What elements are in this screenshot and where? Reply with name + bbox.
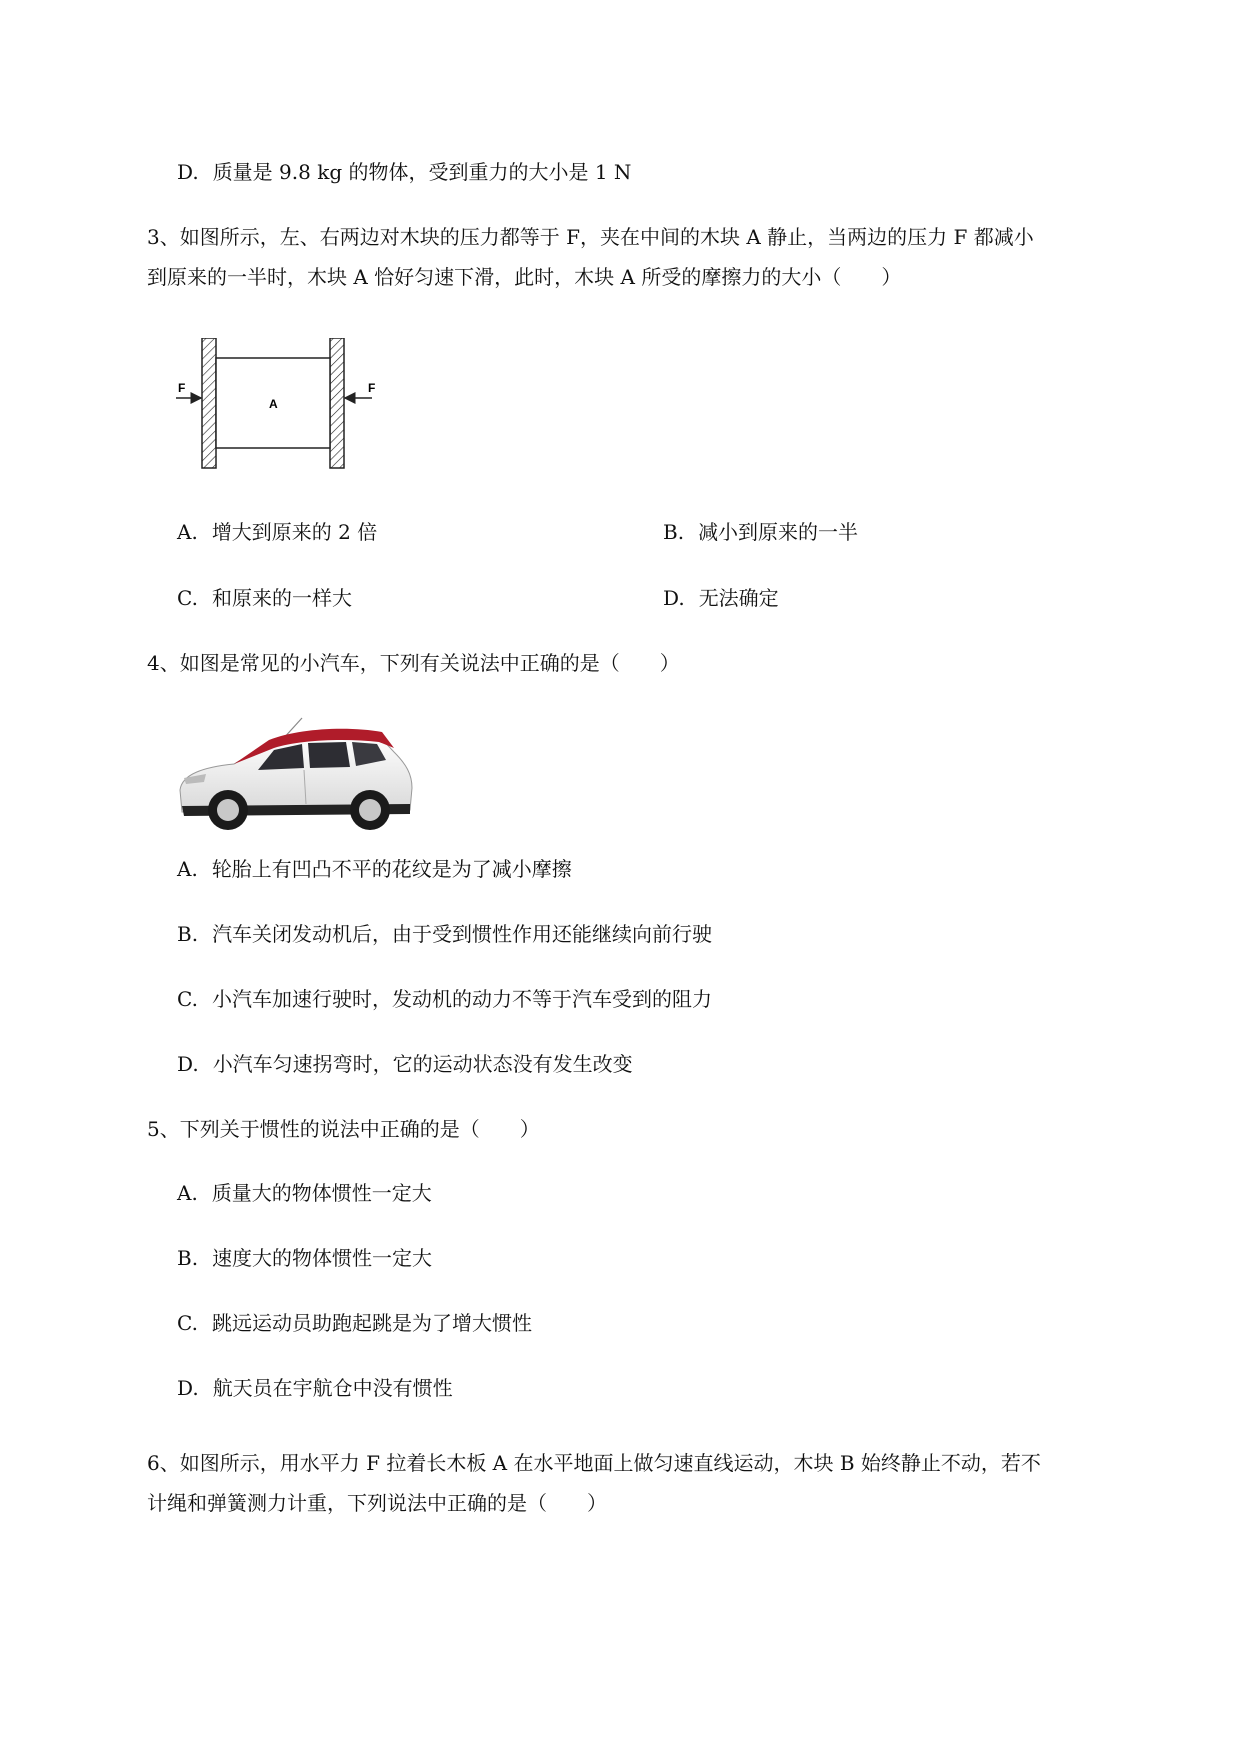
option-text: 小汽车匀速拐弯时，它的运动状态没有发生改变 <box>212 1052 633 1076</box>
option-label: A. <box>177 857 198 881</box>
q3-option-b <box>663 518 858 546</box>
rear-window <box>308 742 350 768</box>
q4-option-b <box>177 920 712 948</box>
rear-rim <box>359 799 381 821</box>
option-label: D. <box>177 160 199 184</box>
q5-stem: 5、下列关于惯性的说法中正确的是（ ） <box>147 1117 540 1141</box>
option-text: 轮胎上有凹凸不平的花纹是为了减小摩擦 <box>211 857 572 881</box>
option-label: C. <box>177 987 198 1011</box>
option-text: 增大到原来的 2 倍 <box>211 520 378 544</box>
option-text: 和原来的一样大 <box>211 586 352 610</box>
option-label: D. <box>177 1052 199 1076</box>
q3-stem-line2: 到原来的一半时，木块 A 恰好匀速下滑，此时，木块 A 所受的摩擦力的大小（ ） <box>147 265 902 289</box>
option-label: C. <box>177 1311 198 1335</box>
option-label: A. <box>177 520 198 544</box>
q4-car-image <box>174 712 429 832</box>
q4-option-c <box>177 985 712 1013</box>
option-text: 无法确定 <box>698 586 779 610</box>
q3-block-diagram <box>172 338 397 473</box>
q5-option-b <box>177 1244 432 1272</box>
q5-option-a <box>177 1179 432 1207</box>
option-label: B. <box>663 520 685 544</box>
option-label: D. <box>177 1376 199 1400</box>
q3-option-d <box>663 584 779 612</box>
q4-option-d <box>177 1050 633 1078</box>
option-label: D. <box>663 586 685 610</box>
q2-option-d <box>177 158 631 186</box>
block-a-label: A <box>269 397 278 411</box>
option-text: 小汽车加速行驶时，发动机的动力不等于汽车受到的阻力 <box>211 987 712 1011</box>
right-force-label: F <box>368 381 376 395</box>
q4-option-a <box>177 855 572 883</box>
option-text: 速度大的物体惯性一定大 <box>212 1246 433 1270</box>
q6-stem-line1: 6、如图所示，用水平力 F 拉着长木板 A 在水平地面上做匀速直线运动，木块 B 始终静止不动，若不 <box>147 1451 1041 1475</box>
option-label: C. <box>177 586 198 610</box>
q4-stem: 4、如图是常见的小汽车，下列有关说法中正确的是（ ） <box>147 651 680 675</box>
q3-option-c <box>177 584 352 612</box>
front-rim <box>217 799 239 821</box>
left-wall <box>202 338 216 468</box>
q5-option-d <box>177 1374 453 1402</box>
right-wall <box>330 338 344 468</box>
option-text: 跳远运动员助跑起跳是为了增大惯性 <box>211 1311 532 1335</box>
option-label: B. <box>177 1246 199 1270</box>
option-text: 汽车关闭发动机后，由于受到惯性作用还能继续向前行驶 <box>212 922 713 946</box>
q3-stem-line1: 3、如图所示，左、右两边对木块的压力都等于 F，夹在中间的木块 A 静止，当两边的压力 F 都减小 <box>147 225 1034 249</box>
q6-stem-line2: 计绳和弹簧测力计重，下列说法中正确的是（ ） <box>147 1491 607 1515</box>
option-text: 质量大的物体惯性一定大 <box>211 1181 432 1205</box>
option-text: 质量是 9.8 kg 的物体，受到重力的大小是 1 N <box>212 160 632 184</box>
q3-option-a <box>177 518 377 546</box>
option-text: 减小到原来的一半 <box>698 520 859 544</box>
q5-option-c <box>177 1309 532 1337</box>
option-label: B. <box>177 922 199 946</box>
option-text: 航天员在宇航仓中没有惯性 <box>212 1376 453 1400</box>
option-label: A. <box>177 1181 198 1205</box>
left-force-label: F <box>178 381 186 395</box>
